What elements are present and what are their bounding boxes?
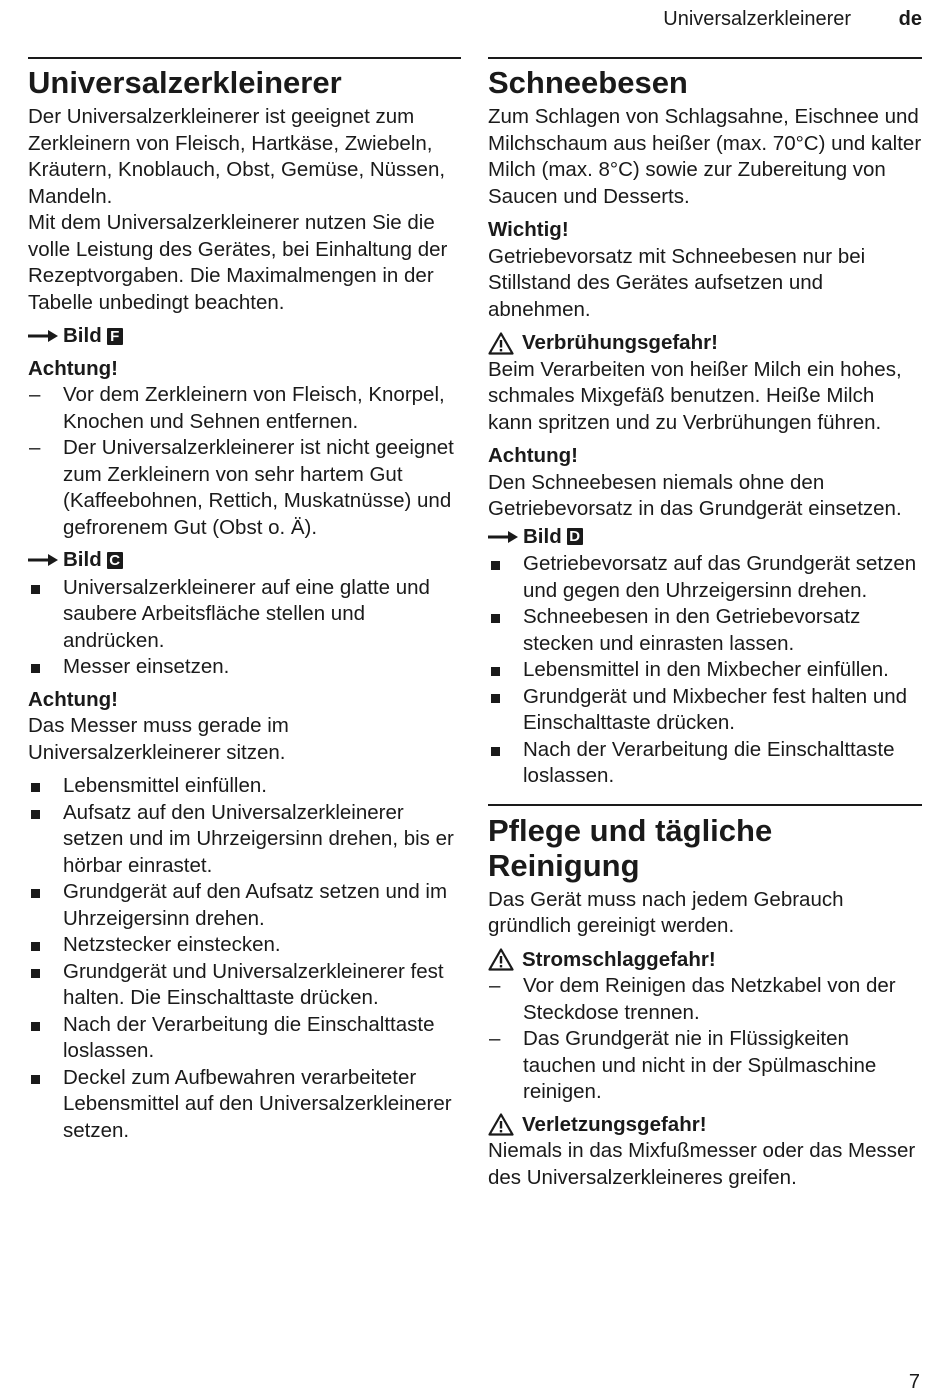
square-bullet-icon	[31, 1075, 40, 1084]
warning-label: Verbrühungsgefahr!	[522, 331, 718, 354]
list-item-text: Deckel zum Aufbewahren verarbeiteter Lebensmittel auf den Universalzerkleinerer setzen.	[63, 1065, 452, 1142]
list-item	[488, 973, 922, 1026]
figure-reference-d	[488, 524, 922, 551]
list-item-text: Schneebesen in den Getriebevorsatz stecken und einrasten lassen.	[523, 605, 861, 655]
section-heading-universalzerkleinerer: Universalzerkleinerer	[28, 65, 342, 100]
list-item-text: Netzstecker einstecken.	[63, 933, 281, 956]
list-item	[488, 657, 922, 684]
figure-label: Bild	[63, 324, 102, 347]
list-item-text: Universalzerkleinerer auf eine glatte und saubere Arbeitsfläche stellen und andrücken.	[63, 575, 430, 652]
steps-list	[488, 551, 922, 790]
square-bullet-icon	[491, 747, 500, 756]
list-item	[28, 800, 461, 880]
list-item-text: Nach der Verarbeitung die Einschalttaste loslassen.	[63, 1012, 435, 1062]
list-item	[488, 604, 922, 657]
caution-list	[28, 382, 461, 541]
warning-injury	[488, 1112, 922, 1139]
figure-reference-c	[28, 547, 461, 574]
list-item-text: Aufsatz auf den Universalzerkleinerer setzen und im Uhrzeigersinn drehen, bis er hörbar einrastet.	[63, 800, 454, 877]
left-column	[28, 57, 461, 1150]
figure-letter: D	[567, 528, 583, 545]
steps-list-2	[28, 773, 461, 1144]
list-item	[28, 959, 461, 1012]
dash-marker: –	[29, 383, 41, 406]
arrow-right-icon	[28, 553, 58, 567]
section-heading-pflege: Pflege und tägliche Reinigung	[488, 812, 773, 883]
square-bullet-icon	[491, 614, 500, 623]
warning-triangle-icon	[488, 1113, 514, 1136]
caution-label: Achtung!	[28, 687, 118, 711]
square-bullet-icon	[31, 942, 40, 951]
caution-text: Den Schneebesen niemals ohne den Getriebevorsatz in das Grundgerät einsetzen.	[488, 470, 902, 520]
figure-label: Bild	[63, 548, 102, 571]
dash-marker: –	[489, 974, 501, 997]
running-header	[663, 6, 922, 32]
warning-text: Niemals in das Mixfußmesser oder das Messer des Universalzerkleineres greifen.	[488, 1139, 916, 1189]
list-item	[488, 737, 922, 790]
list-item	[28, 575, 461, 655]
dash-marker: –	[489, 1027, 501, 1050]
arrow-right-icon	[488, 530, 518, 544]
square-bullet-icon	[31, 1022, 40, 1031]
steps-list	[28, 575, 461, 681]
list-item-text: Grundgerät auf den Aufsatz setzen und im Uhrzeigersinn drehen.	[63, 880, 448, 930]
list-item	[28, 879, 461, 932]
figure-letter: F	[107, 328, 123, 345]
language-code: de	[898, 8, 922, 30]
warning-electric-shock	[488, 947, 922, 974]
list-item-text: Getriebevorsatz auf das Grundgerät setzen und gegen den Uhrzeigersinn drehen.	[523, 552, 917, 602]
warning-list	[488, 973, 922, 1106]
important-label: Wichtig!	[488, 218, 569, 241]
square-bullet-icon	[31, 783, 40, 792]
page-number: 7	[908, 1371, 920, 1393]
intro-paragraph: Der Universalzerkleinerer ist geeignet zum Zerkleinern von Fleisch, Hartkäse, Zwiebeln, Kräutern, Knoblauch, Obst, Gemüse, Nüssen, Mandeln.	[28, 105, 446, 208]
list-item	[28, 382, 461, 435]
care-section	[488, 804, 922, 1192]
square-bullet-icon	[491, 667, 500, 676]
dash-marker: –	[29, 436, 41, 459]
list-item-text: Messer einsetzen.	[63, 655, 230, 678]
list-item	[488, 1026, 922, 1106]
arrow-right-icon	[28, 329, 58, 343]
figure-reference-f	[28, 323, 461, 350]
caution-label: Achtung!	[488, 444, 578, 467]
list-item-text: Vor dem Zerkleinern von Fleisch, Knorpel, Knochen und Sehnen entfernen.	[63, 383, 445, 433]
warning-text: Beim Verarbeiten von heißer Milch ein hohes, schmales Mixgefäß benutzen. Heiße Milch kann spritzen und zu Verbrühungen führen.	[488, 357, 902, 434]
figure-letter: C	[107, 552, 123, 569]
caution-label: Achtung!	[28, 356, 118, 380]
figure-label: Bild	[523, 524, 562, 548]
important-text: Getriebevorsatz mit Schneebesen nur bei Stillstand des Gerätes aufsetzen und abnehmen.	[488, 244, 866, 321]
intro-paragraph: Zum Schlagen von Schlagsahne, Eischnee und Milchschaum aus heißer (max. 70°C) und kalter Milch (max. 8°C) sowie zur Zubereitung von Saucen und Desserts.	[488, 105, 922, 208]
running-title: Universalzerkleinerer	[663, 8, 852, 30]
list-item-text: Lebensmittel einfüllen.	[63, 774, 267, 797]
square-bullet-icon	[31, 585, 40, 594]
square-bullet-icon	[491, 694, 500, 703]
list-item-text: Grundgerät und Mixbecher fest halten und Einschalttaste drücken.	[523, 684, 908, 734]
section-heading-schneebesen: Schneebesen	[488, 65, 688, 100]
square-bullet-icon	[491, 561, 500, 570]
square-bullet-icon	[31, 810, 40, 819]
list-item	[28, 1065, 461, 1145]
care-intro: Das Gerät muss nach jedem Gebrauch gründlich gereinigt werden.	[488, 887, 844, 937]
square-bullet-icon	[31, 889, 40, 898]
caution-text: Das Messer muss gerade im Universalzerkleinerer sitzen.	[28, 714, 289, 764]
list-item-text: Grundgerät und Universalzerkleinerer fest halten. Die Einschalttaste drücken.	[63, 959, 444, 1009]
warning-scald	[488, 330, 922, 357]
list-item	[28, 932, 461, 959]
intro-paragraph-2: Mit dem Universalzerkleinerer nutzen Sie die volle Leistung des Gerätes, bei Einhaltung der Rezeptvorgaben. Die Maximalmengen in der Tabelle unbedingt beachten.	[28, 211, 448, 314]
list-item	[28, 773, 461, 800]
square-bullet-icon	[31, 664, 40, 673]
warning-triangle-icon	[488, 332, 514, 355]
list-item	[488, 551, 922, 604]
warning-label: Stromschlaggefahr!	[522, 947, 716, 971]
list-item	[488, 684, 922, 737]
list-item-text: Nach der Verarbeitung die Einschalttaste loslassen.	[523, 737, 895, 787]
square-bullet-icon	[31, 969, 40, 978]
warning-triangle-icon	[488, 948, 514, 971]
warning-label: Verletzungsgefahr!	[522, 1112, 707, 1136]
list-item	[28, 1012, 461, 1065]
list-item	[28, 435, 461, 541]
list-item-text: Vor dem Reinigen das Netzkabel von der Steckdose trennen.	[523, 974, 896, 1024]
right-column	[488, 57, 922, 1191]
list-item	[28, 654, 461, 681]
list-item-text: Lebensmittel in den Mixbecher einfüllen.	[523, 658, 889, 681]
list-item-text: Der Universalzerkleinerer ist nicht geeignet zum Zerkleinern von sehr hartem Gut (Kaffeebohnen, Rettich, Muskatnüsse) und gefrorenem Gut (Obst o. Ä).	[63, 436, 454, 539]
list-item-text: Das Grundgerät nie in Flüssigkeiten tauchen und nicht in der Spülmaschine reinigen.	[523, 1027, 877, 1103]
